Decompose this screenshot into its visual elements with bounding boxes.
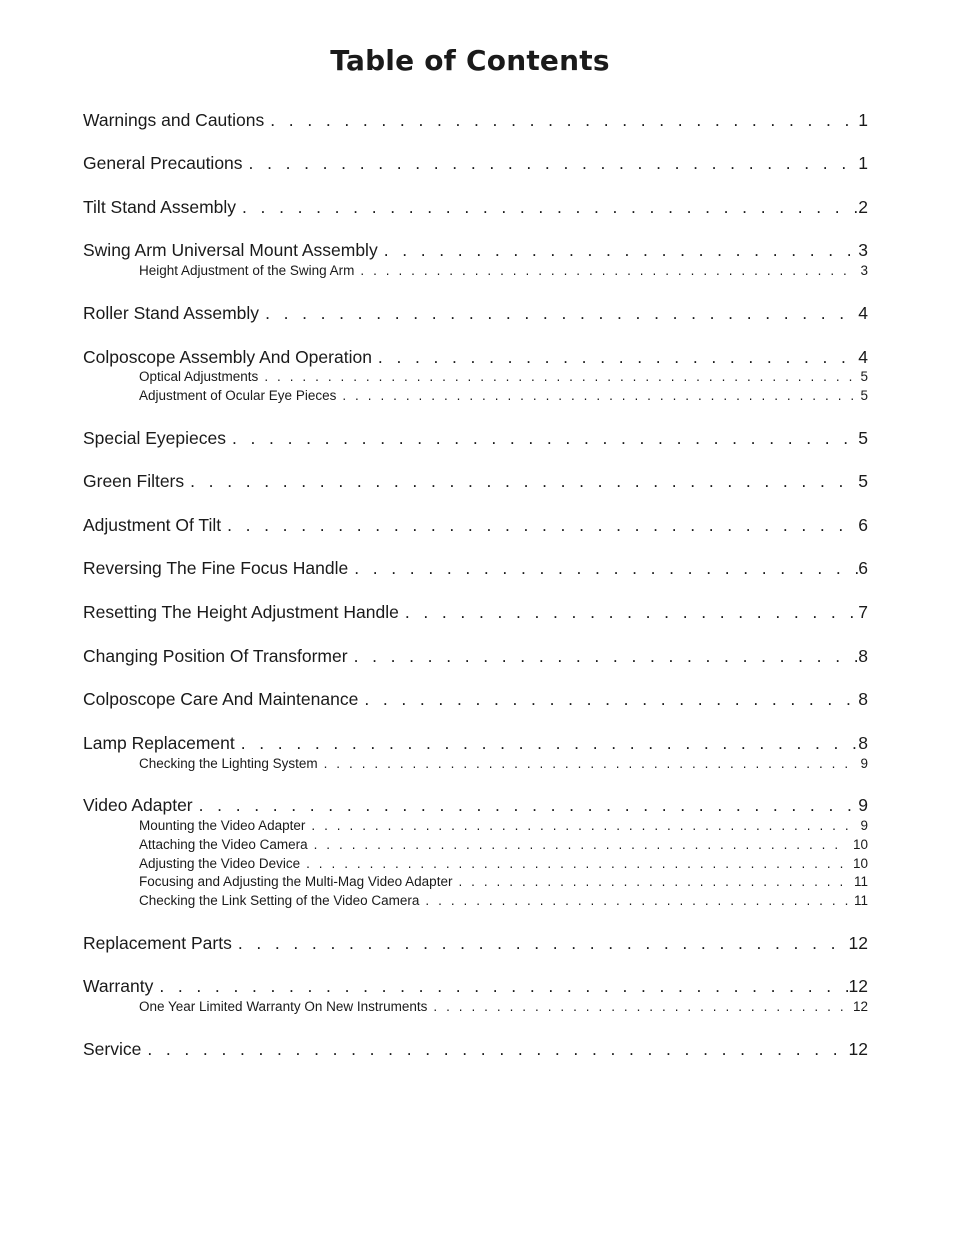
toc-entry-colposcope-assembly[interactable] <box>83 345 868 369</box>
page-title: Table of Contents <box>330 44 610 77</box>
dot-leader <box>241 731 859 755</box>
dot-leader <box>306 855 847 873</box>
toc-subentry-height-adjustment[interactable] <box>139 262 868 280</box>
toc-label: Colposcope Care And Maintenance <box>83 689 359 709</box>
toc-subentry-ocular-eye-pieces[interactable] <box>139 387 868 405</box>
toc-label: Attaching the Video Camera <box>139 837 308 852</box>
toc-entry-video-adapter[interactable] <box>83 793 868 817</box>
toc-entry-service[interactable] <box>83 1037 868 1061</box>
toc-label: Colposcope Assembly And Operation <box>83 347 372 367</box>
toc-subentry-adjusting-video-device[interactable] <box>139 855 868 873</box>
toc-page-number: 5 <box>860 388 868 403</box>
toc-page-number: 4 <box>858 347 868 367</box>
toc-page-number: 9 <box>858 795 868 815</box>
toc-label: Service <box>83 1039 142 1059</box>
toc-entry-replacement-parts[interactable] <box>83 931 868 955</box>
toc-label: Warnings and Cautions <box>83 110 265 130</box>
dot-leader <box>314 836 847 854</box>
dot-leader <box>270 108 858 132</box>
toc-label: Adjusting the Video Device <box>139 856 301 871</box>
dot-leader <box>265 301 858 325</box>
toc-label: Mounting the Video Adapter <box>139 818 306 833</box>
toc-entry-tilt-stand[interactable] <box>83 195 868 219</box>
toc-entry-lamp-replacement[interactable] <box>83 731 868 755</box>
dot-leader <box>354 644 859 668</box>
dot-leader <box>360 262 854 280</box>
dot-leader <box>147 1037 848 1061</box>
toc-page-number: 11 <box>853 893 868 908</box>
toc-label: Replacement Parts <box>83 933 232 953</box>
toc-label: Tilt Stand Assembly <box>83 197 237 217</box>
dot-leader <box>433 998 847 1016</box>
toc-page-number: 11 <box>853 874 868 889</box>
toc-page-number: 9 <box>860 756 868 771</box>
toc-page-number: 1 <box>858 110 868 130</box>
dot-leader <box>264 368 854 386</box>
toc-label: Green Filters <box>83 471 185 491</box>
dot-leader <box>311 817 854 835</box>
toc-page-number: 3 <box>860 263 868 278</box>
dot-leader <box>227 513 858 537</box>
toc-subentry-lighting-system[interactable] <box>139 755 868 773</box>
toc-page-number: 5 <box>860 369 868 384</box>
dot-leader <box>364 687 858 711</box>
toc-page-number: 2 <box>858 197 868 217</box>
toc-subentry-optical-adjustments[interactable] <box>139 368 868 386</box>
toc-entry-swing-arm[interactable] <box>83 238 868 262</box>
dot-leader <box>384 238 859 262</box>
toc-label: Optical Adjustments <box>139 369 259 384</box>
dot-leader <box>242 195 858 219</box>
toc-page-number: 8 <box>858 689 868 709</box>
toc-page-number: 10 <box>852 837 868 852</box>
toc-page-number: 12 <box>848 1039 868 1059</box>
toc-page-number: 4 <box>858 303 868 323</box>
toc-page-number: 5 <box>858 471 868 491</box>
toc-label: Reversing The Fine Focus Handle <box>83 558 349 578</box>
toc-page-number: 12 <box>852 999 868 1014</box>
toc-label: Special Eyepieces <box>83 428 226 448</box>
toc-page-number: 5 <box>858 428 868 448</box>
toc-label: Checking the Link Setting of the Video Camera <box>139 893 420 908</box>
toc-page-number: 12 <box>848 976 868 996</box>
toc-page-number: 6 <box>858 515 868 535</box>
toc-entry-care-maintenance[interactable] <box>83 687 868 711</box>
dot-leader <box>342 387 854 405</box>
toc-label: Adjustment of Ocular Eye Pieces <box>139 388 337 403</box>
dot-leader <box>458 873 848 891</box>
dot-leader <box>378 345 858 369</box>
toc-page-number: 8 <box>858 733 868 753</box>
toc-entry-fine-focus-handle[interactable] <box>83 556 868 580</box>
toc-subentry-attaching-video-camera[interactable] <box>139 836 868 854</box>
toc-page-number: 12 <box>848 933 868 953</box>
toc-page-number: 8 <box>858 646 868 666</box>
toc-label: Warranty <box>83 976 154 996</box>
toc-subentry-link-setting[interactable] <box>139 892 868 910</box>
toc-entry-green-filters[interactable] <box>83 469 868 493</box>
toc-subentry-multi-mag-video-adapter[interactable] <box>139 873 868 891</box>
dot-leader <box>425 892 848 910</box>
dot-leader <box>324 755 855 773</box>
toc-subentry-limited-warranty[interactable] <box>139 998 868 1016</box>
toc-label: Roller Stand Assembly <box>83 303 260 323</box>
toc-label: Checking the Lighting System <box>139 756 318 771</box>
toc-label: Height Adjustment of the Swing Arm <box>139 263 355 278</box>
toc-label: Video Adapter <box>83 795 193 815</box>
toc-label: Adjustment Of Tilt <box>83 515 222 535</box>
dot-leader <box>159 974 848 998</box>
toc-label: One Year Limited Warranty On New Instruments <box>139 999 428 1014</box>
dot-leader <box>232 426 858 450</box>
toc-subentry-mounting-video-adapter[interactable] <box>139 817 868 835</box>
toc-entry-warnings[interactable] <box>83 108 868 132</box>
toc-label: Focusing and Adjusting the Multi-Mag Video Adapter <box>139 874 453 889</box>
dot-leader <box>190 469 858 493</box>
toc-page-number: 9 <box>860 818 868 833</box>
toc-entry-transformer[interactable] <box>83 644 868 668</box>
toc-entry-adjustment-of-tilt[interactable] <box>83 513 868 537</box>
dot-leader <box>354 556 858 580</box>
toc-label: Changing Position Of Transformer <box>83 646 348 666</box>
toc-page-number: 7 <box>858 602 868 622</box>
toc-page-number: 6 <box>858 558 868 578</box>
dot-leader <box>405 600 858 624</box>
toc-entry-general-precautions[interactable] <box>83 151 868 175</box>
toc-page-number: 10 <box>852 856 868 871</box>
toc-entry-height-adjustment-handle[interactable] <box>83 600 868 624</box>
toc-page-number: 3 <box>858 240 868 260</box>
toc-label: Lamp Replacement <box>83 733 235 753</box>
dot-leader <box>199 793 859 817</box>
dot-leader <box>249 151 859 175</box>
toc-entry-special-eyepieces[interactable] <box>83 426 868 450</box>
toc-label: General Precautions <box>83 153 243 173</box>
toc-page-number: 1 <box>858 153 868 173</box>
toc-label: Resetting The Height Adjustment Handle <box>83 602 399 622</box>
toc-entry-roller-stand[interactable] <box>83 301 868 325</box>
toc-label: Swing Arm Universal Mount Assembly <box>83 240 378 260</box>
toc-entry-warranty[interactable] <box>83 974 868 998</box>
dot-leader <box>238 931 849 955</box>
